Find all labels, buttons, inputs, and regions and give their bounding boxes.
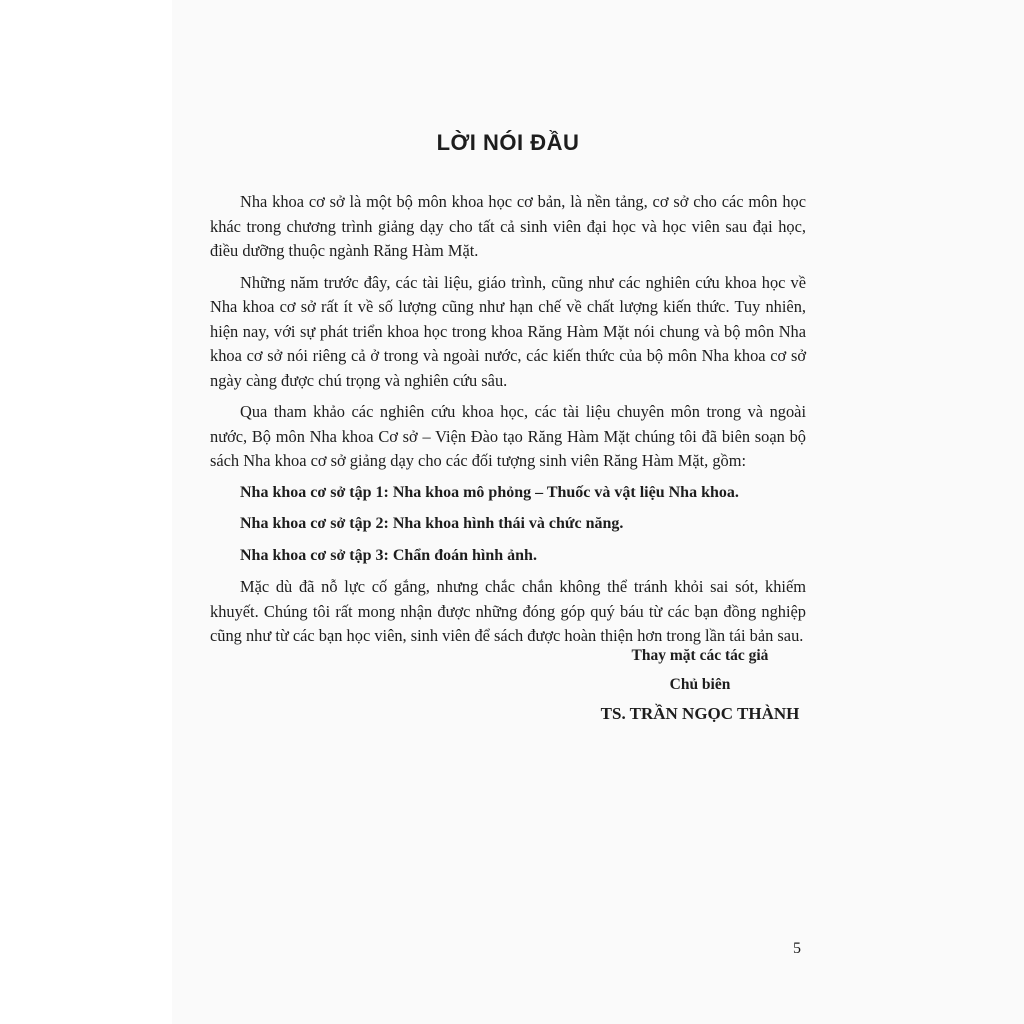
page-title: LỜI NÓI ĐẦU xyxy=(436,130,580,155)
series-item-volume-1: Nha khoa cơ sở tập 1: Nha khoa mô phỏng – Thuốc và vật liệu Nha khoa. xyxy=(240,483,739,501)
body-text xyxy=(210,190,806,656)
paragraph-closing: Mặc dù đã nỗ lực cố gắng, nhưng chắc chắn không thể tránh khỏi sai sót, khiếm khuyết. Chúng tôi rất mong nhận được những đóng góp quý báu từ các bạn đồng nghiệp cũng như từ các bạn học viên, sinh viên để sách được hoàn thiện hơn trong lần tái bản sau. xyxy=(210,577,806,645)
paragraph-background: Những năm trước đây, các tài liệu, giáo trình, cũng như các nghiên cứu khoa học về Nha khoa cơ sở rất ít về số lượng cũng như hạn chế về chất lượng kiến thức. Tuy nhiên, hiện nay, với sự phát triển khoa học trong khoa Răng Hàm Mặt nói chung và bộ môn Nha khoa cơ sở nói riêng cả ở trong và ngoài nước, các kiến thức của bộ môn Nha khoa cơ sở ngày càng được chú trọng và nghiên cứu sâu. xyxy=(210,272,806,390)
paragraph-intro: Nha khoa cơ sở là một bộ môn khoa học cơ bản, là nền tảng, cơ sở cho các môn học khác trong chương trình giảng dạy cho tất cả sinh viên đại học và học viên sau đại học, điều dưỡng thuộc ngành Răng Hàm Mặt. xyxy=(210,192,806,260)
series-item-volume-2: Nha khoa cơ sở tập 2: Nha khoa hình thái và chức năng. xyxy=(240,515,624,532)
series-item-volume-3: Nha khoa cơ sở tập 3: Chẩn đoán hình ảnh. xyxy=(240,546,537,564)
paragraph-book-series: Qua tham khảo các nghiên cứu khoa học, các tài liệu chuyên môn trong và ngoài nước, Bộ môn Nha khoa Cơ sở – Viện Đào tạo Răng Hàm Mặt chúng tôi đã biên soạn bộ sách Nha khoa cơ sở giảng dạy cho các đối tượng sinh viên Răng Hàm Mặt, gồm: xyxy=(210,402,806,470)
page-number: 5 xyxy=(793,940,801,957)
signature-line-representing: Thay mặt các tác giả xyxy=(631,647,769,664)
signature-author-name: TS. TRẦN NGỌC THÀNH xyxy=(600,704,800,723)
signature-line-role: Chủ biên xyxy=(669,676,731,693)
